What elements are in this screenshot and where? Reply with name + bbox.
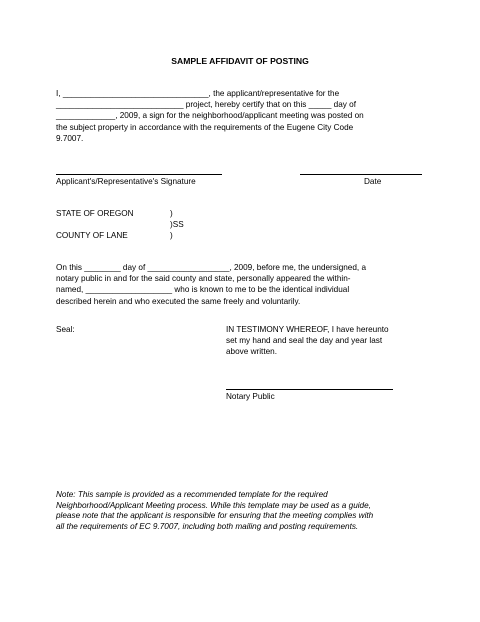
paragraph-line: the subject property in accordance with the requirements of the Eugene City Code (56, 122, 354, 132)
paragraph-line: ____________________________ project, hereby certify that on this _____ day of (56, 100, 356, 110)
date-signature-line (300, 174, 422, 175)
county-label: COUNTY OF LANE (56, 231, 128, 240)
date-label: Date (364, 177, 382, 186)
applicant-signature-line (56, 174, 222, 175)
testimony-line: set my hand and seal the day and year last (226, 336, 383, 346)
note-line: all the requirements of EC 9.7007, including both mailing and posting requirements. (56, 521, 359, 531)
paragraph-line: _____________, 2009, a sign for the neighborhood/applicant meeting was posted on (56, 111, 364, 121)
certification-paragraph (56, 88, 364, 144)
note-line: Note: This sample is provided as a recommended template for the required (56, 490, 328, 499)
venue-paren: ) (170, 231, 173, 240)
testimony-line: IN TESTIMONY WHEREOF, I have hereunto (226, 325, 389, 334)
paragraph-line: 9.7007. (56, 133, 84, 143)
venue-paren: ) (170, 209, 173, 218)
seal-label: Seal: (56, 325, 75, 334)
testimony-line: above written. (226, 347, 277, 357)
venue-ss: )SS (170, 220, 184, 229)
paragraph-line: notary public in and for the said county and state, personally appeared the within- (56, 274, 351, 284)
applicant-signature-label: Applicant's/Representative's Signature (56, 177, 196, 186)
paragraph-line: I, ________________________________, the applicant/representative for the (56, 89, 340, 98)
template-note (56, 490, 373, 532)
note-line: please note that the applicant is responsible for ensuring that the meeting complies with (56, 511, 374, 521)
document-title: SAMPLE AFFIDAVIT OF POSTING (171, 56, 309, 66)
paragraph-line: described herein and who executed the same freely and voluntarily. (56, 296, 301, 306)
notary-public-label: Notary Public (226, 392, 275, 401)
paragraph-line: On this ________ day of __________________, 2009, before me, the undersigned, a (56, 263, 367, 272)
notary-signature-line (226, 389, 393, 390)
state-label: STATE OF OREGON (56, 209, 134, 218)
note-line: Neighborhood/Applicant Meeting process. While this template may be used as a guide, (56, 500, 371, 510)
testimony-block (226, 324, 389, 358)
paragraph-line: named, ___________________ who is known to me to be the identical individual (56, 285, 350, 295)
notary-paragraph (56, 262, 366, 307)
